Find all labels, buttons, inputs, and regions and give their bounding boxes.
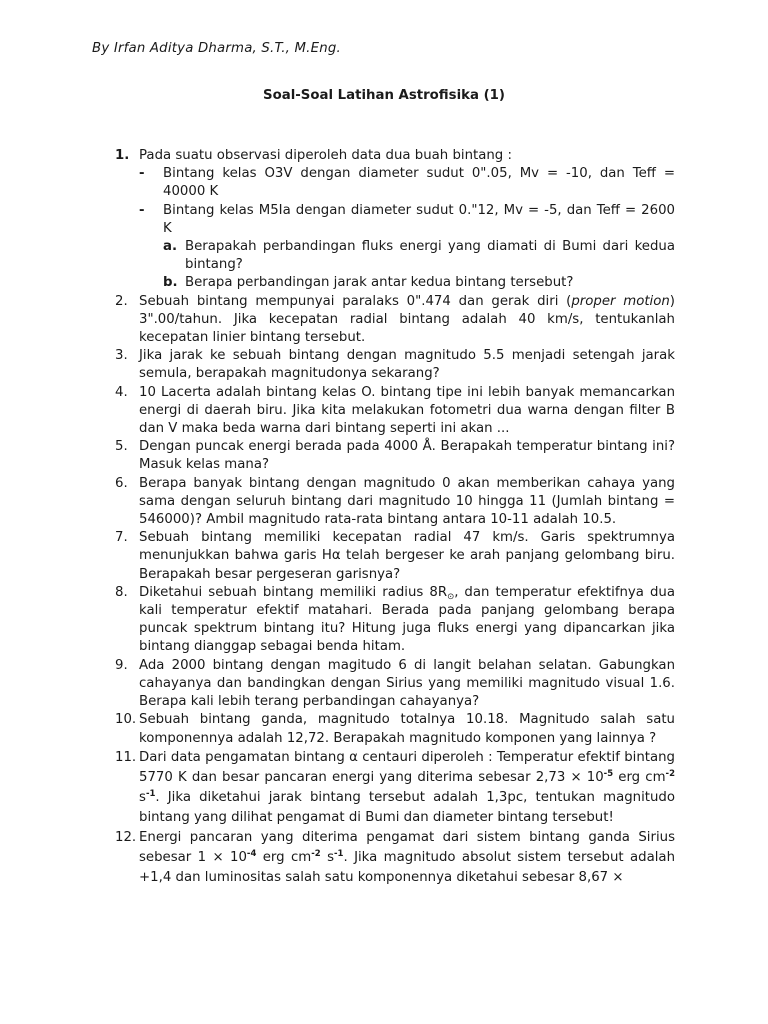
question-number: 11. bbox=[115, 749, 137, 765]
question-1-bullet-1 bbox=[139, 165, 675, 201]
question-text bbox=[139, 585, 675, 655]
question-number: 12. bbox=[115, 829, 137, 845]
question-number: 4. bbox=[115, 384, 128, 400]
text-part: ) 3".00/tahun. Jika kecepatan radial bintang adalah 40 km/s, tentukanlah kecepatan linier bintang tersebut. bbox=[139, 293, 675, 346]
question-1-part-b bbox=[163, 274, 675, 292]
text-part: Dari data pengamatan bintang α centauri diperoleh : Temperatur efektif bintang 5770 K dan besar pancaran energi yang diterima sebesar 2,73 × 10 bbox=[139, 749, 675, 785]
question-text: Sebuah bintang memiliki kecepatan radial 47 km/s. Garis spektrumnya menunjukkan bahwa garis Hα telah bergeser ke arah panjang gelombang biru. Berapakah besar pergeseran garisnya? bbox=[139, 530, 675, 582]
question-text: Dengan puncak energi berada pada 4000 Å. Berapakah temperatur bintang ini? Masuk kelas mana? bbox=[139, 439, 675, 473]
question-5 bbox=[115, 438, 675, 474]
dash-bullet: - bbox=[139, 202, 145, 218]
question-number: 9. bbox=[115, 657, 128, 673]
exponent: -2 bbox=[311, 848, 321, 859]
question-11 bbox=[115, 748, 675, 828]
text-part: Diketahui sebuah bintang memiliki radius 8R bbox=[139, 584, 448, 600]
question-text bbox=[139, 294, 675, 345]
question-text bbox=[139, 750, 675, 825]
author-line: By Irfan Aditya Dharma, S.T., M.Eng. bbox=[92, 41, 341, 56]
question-text: Berapa banyak bintang dengan magnitudo 0 akan memberikan cahaya yang sama dengan seluruh bintang dari magnitudo 10 hingga 11 (Jumlah bintang = 546000)? Ambil magnitudo rata-rata bintang antara 10-11 adalah 10.5. bbox=[139, 475, 675, 528]
text-part: . Jika diketahui jarak bintang tersebut adalah 1,3pc, tentukan magnitudo bintang yang dilihat pengamat di Bumi dan diameter bintang tersebut! bbox=[139, 789, 675, 825]
question-number: 1. bbox=[115, 148, 130, 163]
question-number: 7. bbox=[115, 530, 128, 546]
question-4 bbox=[115, 384, 675, 439]
question-1-bullet-2 bbox=[139, 202, 675, 238]
bullet-text: Bintang kelas M5Ia dengan diameter sudut 0."12, Mv = -5, dan Teff = 2600 K bbox=[163, 202, 675, 236]
text-part: Sebuah bintang mempunyai paralaks 0".474 dan gerak diri ( bbox=[139, 293, 572, 309]
question-1 bbox=[115, 147, 675, 165]
text-part: s bbox=[320, 849, 335, 865]
exponent: -4 bbox=[246, 848, 257, 859]
text-part: . Jika magnitudo absolut sistem tersebut adalah +1,4 dan luminositas salah satu komponennya diketahui sebesar 8,67 × bbox=[139, 849, 675, 885]
part-text: Berapakah perbandingan fluks energi yang diamati di Bumi dari kedua bintang? bbox=[185, 239, 675, 273]
question-number: 5. bbox=[115, 439, 128, 455]
question-10 bbox=[115, 711, 675, 747]
question-number: 6. bbox=[115, 475, 128, 491]
question-2 bbox=[115, 293, 675, 348]
question-text: Sebuah bintang ganda, magnitudo totalnya 10.18. Magnitudo salah satu komponennya adalah 12,72. Berapakah magnitudo komponen yang lainnya ? bbox=[139, 712, 675, 746]
bullet-text: Bintang kelas O3V dengan diameter sudut 0".05, Mv = -10, dan Teff = 40000 K bbox=[163, 166, 675, 200]
exponent: -2 bbox=[665, 768, 675, 779]
page-title: Soal-Soal Latihan Astrofisika (1) bbox=[263, 88, 505, 103]
question-1-part-a bbox=[163, 238, 675, 274]
question-8 bbox=[115, 584, 675, 657]
part-letter: b. bbox=[163, 275, 178, 291]
text-part: erg cm bbox=[256, 849, 312, 865]
question-list bbox=[115, 147, 675, 888]
question-text: Pada suatu observasi diperoleh data dua buah bintang : bbox=[139, 148, 512, 163]
question-3 bbox=[115, 347, 675, 383]
question-number: 3. bbox=[115, 348, 128, 364]
text-part: Energi pancaran yang diterima pengamat dari sistem bintang ganda Sirius sebesar 1 × 10 bbox=[139, 829, 675, 865]
part-letter: a. bbox=[163, 239, 178, 255]
question-text: Ada 2000 bintang dengan magitudo 6 di langit belahan selatan. Gabungkan cahayanya dan bandingkan dengan Sirius yang memiliki magnitudo visual 1.6. Berapa kali lebih terang perbandingan cahayanya? bbox=[139, 657, 675, 710]
sun-symbol: ⊙ bbox=[447, 591, 455, 602]
question-9 bbox=[115, 657, 675, 712]
question-text: 10 Lacerta adalah bintang kelas O. bintang tipe ini lebih banyak memancarkan energi di daerah biru. Jika kita melakukan fotometri dua warna dengan filter B dan V maka beda warna dari bintang seperti ini akan ... bbox=[139, 384, 675, 437]
question-12 bbox=[115, 828, 675, 888]
question-6 bbox=[115, 475, 675, 530]
exponent: -1 bbox=[145, 788, 156, 799]
question-number: 8. bbox=[115, 584, 128, 600]
exponent: -5 bbox=[603, 768, 614, 779]
exponent: -1 bbox=[334, 848, 344, 859]
question-text: Jika jarak ke sebuah bintang dengan magnitudo 5.5 menjadi setengah jarak semula, berapakah magnitudonya sekarang? bbox=[139, 348, 675, 382]
part-text: Berapa perbandingan jarak antar kedua bintang tersebut? bbox=[185, 275, 574, 291]
text-part: erg cm bbox=[613, 769, 666, 785]
text-part: , dan temperatur efektifnya dua kali temperatur efektif matahari. Berada pada panjang gelombang berapa puncak spektrum bintang itu? Hitung juga fluks energi yang dipancarkan jika bintang dianggap sebagai benda hitam. bbox=[139, 584, 675, 655]
question-number: 2. bbox=[115, 293, 128, 309]
question-7 bbox=[115, 529, 675, 584]
dash-bullet: - bbox=[139, 166, 145, 182]
italic-term: proper motion bbox=[571, 293, 670, 309]
question-text bbox=[139, 830, 675, 885]
question-number: 10. bbox=[115, 712, 137, 728]
text-part: s bbox=[139, 789, 146, 805]
